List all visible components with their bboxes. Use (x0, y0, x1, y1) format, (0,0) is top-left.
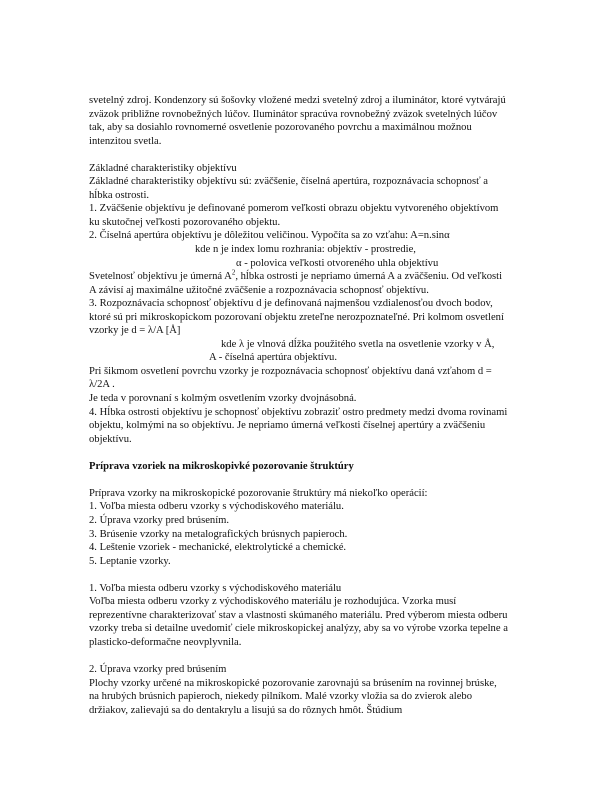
objective-item-aperture: 2. Číselná apertúra objektívu je dôležitou veličinou. Vypočíta sa zo vzťahu: A=n.sinα (89, 230, 450, 242)
spacer (89, 446, 508, 460)
aperture-note-angle: α - polovica veľkosti otvoreného uhla objektívu (236, 257, 439, 269)
double-resolution: Je teda v porovnaní s kolmým osvetlením vzorky dvojnásobná. (89, 393, 357, 405)
objective-intro: Základné charakteristiky objektívu sú: zväčšenie, číselná apertúra, rozpoznávacia schopnosť a hĺbka ostrosti. (89, 176, 488, 201)
preparation-list-item: 2. Úprava vzorky pred brúsením. (89, 514, 230, 526)
intro-paragraph: svetelný zdroj. Kondenzory sú šošovky vložené medzi svetelný zdroj a iluminátor, ktoré vytvárajú zväzok približne rovnobežných lúčov. Iluminátor spracúva rovnobežný zväzok svetelných lúčov tak, aby sa dosiahlo rovnomerné osvetlenie pozorovaného povrchu a maximálnou možnou intenzitou svetla. (89, 95, 506, 147)
preparation-list-item: 4. Leštenie vzoriek - mechanické, elektrolytické a chemické. (89, 542, 347, 554)
objective-item-resolution: 3. Rozpoznávacia schopnosť objektívu d je definovaná najmenšou vzdialenosťou dvoch bodov, ktoré sú pri mikroskopickom pozorovaní objektu zreteľne nerozpoznateľné. Pri kolmom osvetlení vzorky je d = λ/A [Å] (89, 298, 504, 337)
sampling-paragraph: Voľba miesta odberu vzorky z východiskového materiálu je rozhodujúca. Vzorka musí reprezentívne charakterizovať stav a vlastnosti skúmaného materiálu. Pred výberom miesta odberu vzorky treba si detailne uvedomiť ciele mikroskopickej analýzy, aby sa vo výrobe vzorka tepelne a plasticko-deformačne neovplyvnila. (89, 596, 508, 648)
oblique-illumination: Pri šikmom osvetlení povrchu vzorky je rozpoznávacia schopnosť objektívu daná vzťahom d = λ/2A . (89, 365, 492, 391)
aperture-note-index: kde n je index lomu rozhrania: objektív - prostredie, (195, 244, 416, 256)
preparation-list-item: 1. Voľba miesta odberu vzorky s východiskového materiálu. (89, 501, 344, 513)
preparation-list-item: 5. Leptanie vzorky. (89, 555, 171, 567)
luminosity-text-b: , hĺbka ostrosti je nepriamo úmerná A a zväčšeniu. Od veľkosti A závisí aj maximálne užitočné zväčšenie a rozpoznávacia schopnosť objektívu. (89, 271, 503, 296)
section-title-grinding-prep: 2. Úprava vzorky pred brúsením (89, 663, 227, 675)
objective-item-magnification: 1. Zväčšenie objektívu je definované pomerom veľkosti obrazu objektu vytvoreného objektívom ku skutočnej veľkosti pozorovaného objektu. (89, 203, 499, 228)
grinding-prep-paragraph: Plochy vzorky určené na mikroskopické pozorovanie zarovnajú sa brúsením na rovinnej brúske, na hrubých brúsnich papieroch, niekedy pilníkom. Malé vzorky vložia sa do zvierok alebo držiakov, zalievajú sa do dentakrylu a lisujú sa do rôznych hmôt. Štúdium (89, 677, 497, 716)
luminosity-exponent: 2 (231, 268, 236, 277)
resolution-note-aperture: A - číselná apertúra objektívu. (209, 352, 337, 364)
section-heading-preparation: Príprava vzoriek na mikroskopivké pozorovanie štruktúry (89, 460, 354, 472)
luminosity-paragraph (89, 270, 508, 297)
spacer (89, 473, 508, 487)
objective-item-depth: 4. Hĺbka ostrosti objektívu je schopnosť objektívu zobraziť ostro predmety medzi dvoma rovinami objektu, kolmými na so objektívu. Je nepriamo úmerná veľkosti číselnej apertúry a zväčšeniu objektívu. (89, 406, 508, 445)
resolution-note-wavelength: kde λ je vlnová dĺžka použitého svetla na osvetlenie vzorky v Å, (221, 338, 495, 350)
spacer (89, 568, 508, 582)
spacer (89, 148, 508, 162)
section-title-objective: Základné charakteristiky objektívu (89, 162, 237, 174)
luminosity-text-a: Svetelnosť objektívu je úmerná A (89, 271, 232, 283)
preparation-list-item: 3. Brúsenie vzorky na metalografických brúsnych papieroch. (89, 528, 348, 540)
preparation-intro: Príprava vzorky na mikroskopické pozorovanie štruktúry má niekoľko operácií: (89, 487, 428, 499)
section-title-sampling: 1. Voľba miesta odberu vzorky s východiskového materiálu (89, 582, 342, 594)
spacer (89, 649, 508, 663)
